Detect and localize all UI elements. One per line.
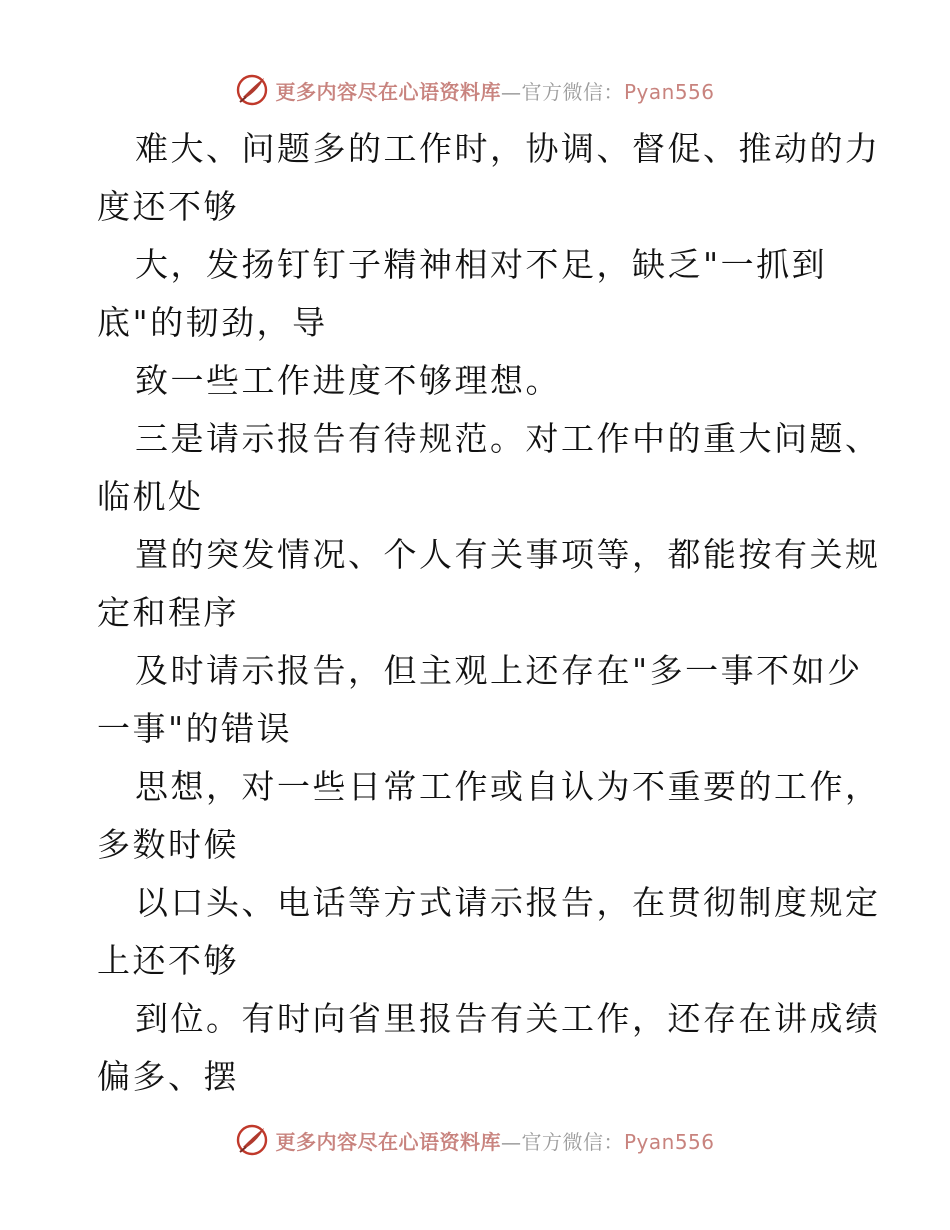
- header-separator: —: [500, 79, 522, 104]
- quill-pen-logo-icon: [235, 73, 269, 107]
- text-line: 一事"的错误: [97, 709, 293, 748]
- text-line: 底"的韧劲，导: [97, 303, 328, 342]
- header-brand: 更多内容尽在心语资料库: [275, 79, 501, 104]
- header-text: [275, 76, 714, 105]
- footer-brand: 更多内容尽在心语资料库: [275, 1129, 501, 1154]
- footer-wechat-id: Pyan556: [623, 1129, 715, 1154]
- footer-wechat-label: 官方微信：: [521, 1129, 624, 1154]
- footer-separator: —: [500, 1129, 522, 1154]
- header-wechat-id: Pyan556: [623, 79, 715, 104]
- text-line: 度还不够: [97, 187, 239, 226]
- text-line: 思想，对一些日常工作或自认为不重要的工作，: [135, 767, 881, 806]
- header-wechat-label: 官方微信：: [521, 79, 624, 104]
- text-line: 临机处: [97, 477, 204, 516]
- text-line: 及时请示报告，但主观上还存在"多一事不如少: [135, 651, 863, 690]
- text-line: 多数时候: [97, 825, 239, 864]
- text-line: 难大、问题多的工作时，协调、督促、推动的力: [135, 129, 881, 168]
- footer-text: [275, 1126, 714, 1155]
- text-line: 以口头、电话等方式请示报告，在贯彻制度规定: [135, 883, 881, 922]
- text-line: 三是请示报告有待规范。对工作中的重大问题、: [135, 419, 881, 458]
- text-line: 上还不够: [97, 941, 239, 980]
- text-line: 致一些工作进度不够理想。: [135, 361, 561, 400]
- text-line: 大，发扬钉钉子精神相对不足，缺乏"一抓到: [135, 245, 828, 284]
- header-banner: [0, 70, 950, 110]
- text-line: 置的突发情况、个人有关事项等，都能按有关规: [135, 535, 881, 574]
- text-line: 偏多、摆: [97, 1057, 239, 1096]
- quill-pen-logo-icon: [235, 1123, 269, 1157]
- document-body: [97, 120, 881, 1106]
- text-line: 到位。有时向省里报告有关工作，还存在讲成绩: [135, 999, 881, 1038]
- footer-banner: [0, 1120, 950, 1160]
- text-line: 定和程序: [97, 593, 239, 632]
